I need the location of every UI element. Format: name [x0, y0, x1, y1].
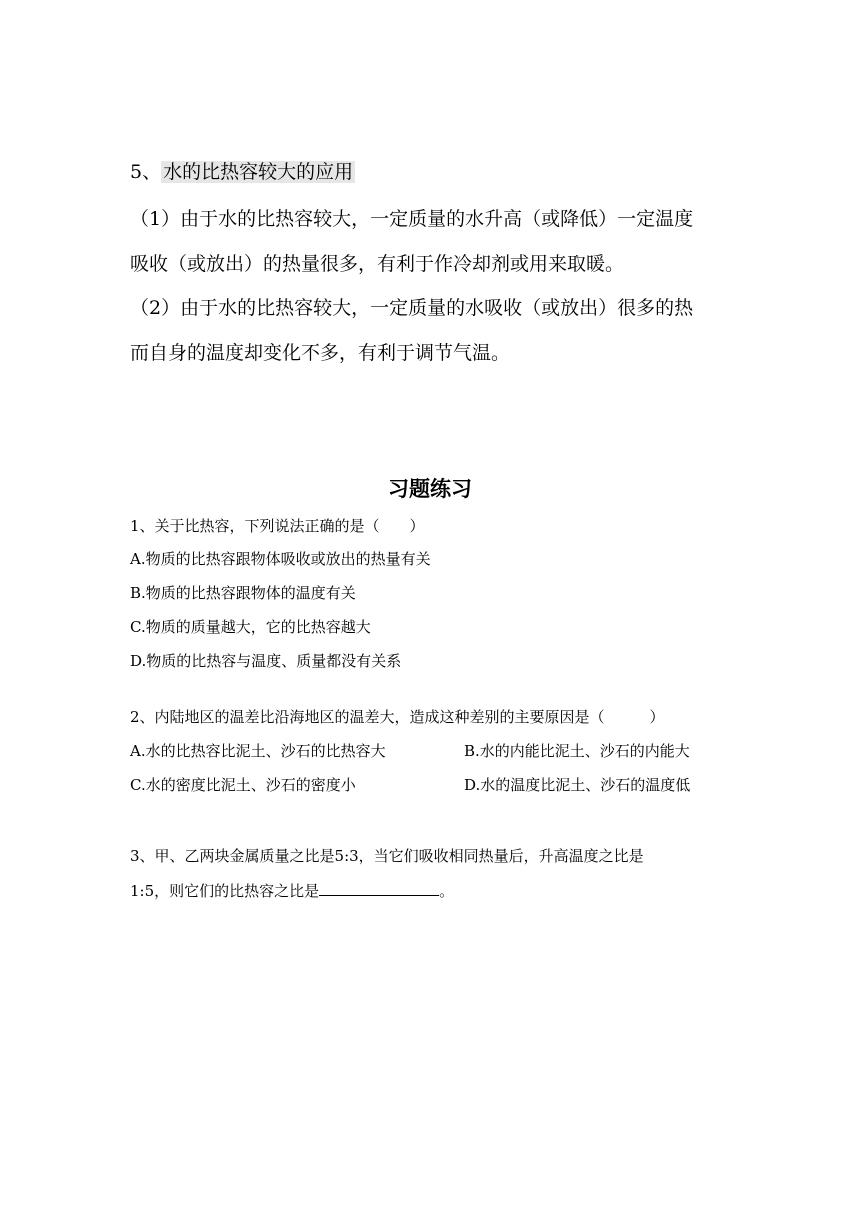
question-1-option-b: B.物质的比热容跟物体的温度有关 — [130, 584, 356, 602]
question-2-options-row-2 — [130, 774, 691, 796]
question-2-options-row-1 — [130, 740, 690, 762]
answer-blank[interactable] — [319, 879, 439, 896]
section-heading — [130, 158, 355, 186]
question-1-option-d: D.物质的比热容与温度、质量都没有关系 — [130, 652, 402, 670]
question-1-option-c: C.物质的质量越大，它的比热容越大 — [130, 618, 371, 636]
paragraph-2-line-1: （2）由于水的比热容较大，一定质量的水吸收（或放出）很多的热 — [130, 297, 694, 319]
question-2-option-a: A.水的比热容比泥土、沙石的比热容大 — [130, 742, 386, 760]
section-number: 5、 — [130, 161, 162, 183]
question-1-stem: 1、关于比热容，下列说法正确的是（ ） — [130, 517, 425, 535]
question-3-line-2 — [130, 879, 454, 902]
question-3-line-1: 3、甲、乙两块金属质量之比是5:3，当它们吸收相同热量后，升高温度之比是 — [130, 847, 644, 865]
question-2-option-c: C.水的密度比泥土、沙石的密度小 — [130, 776, 356, 794]
question-1-option-a: A.物质的比热容跟物体吸收或放出的热量有关 — [130, 550, 431, 568]
question-3-line-2-prefix: 1:5，则它们的比热容之比是 — [130, 882, 320, 900]
section-title: 水的比热容较大的应用 — [163, 161, 354, 183]
paragraph-1-line-2: 吸收（或放出）的热量很多，有利于作冷却剂或用来取暖。 — [130, 253, 625, 275]
paragraph-2-line-2: 而自身的温度却变化不多，有利于调节气温。 — [130, 342, 511, 364]
exercise-title: 习题练习 — [388, 477, 472, 501]
question-2-stem: 2、内陆地区的温差比沿海地区的温差大，造成这种差别的主要原因是（ ） — [130, 708, 665, 726]
paragraph-1-line-1: （1）由于水的比热容较大，一定质量的水升高（或降低）一定温度 — [130, 208, 694, 230]
question-2-option-d: D.水的温度比泥土、沙石的温度低 — [464, 776, 691, 794]
question-2-option-b: B.水的内能比泥土、沙石的内能大 — [464, 742, 690, 760]
question-3-line-2-suffix: 。 — [439, 882, 455, 900]
